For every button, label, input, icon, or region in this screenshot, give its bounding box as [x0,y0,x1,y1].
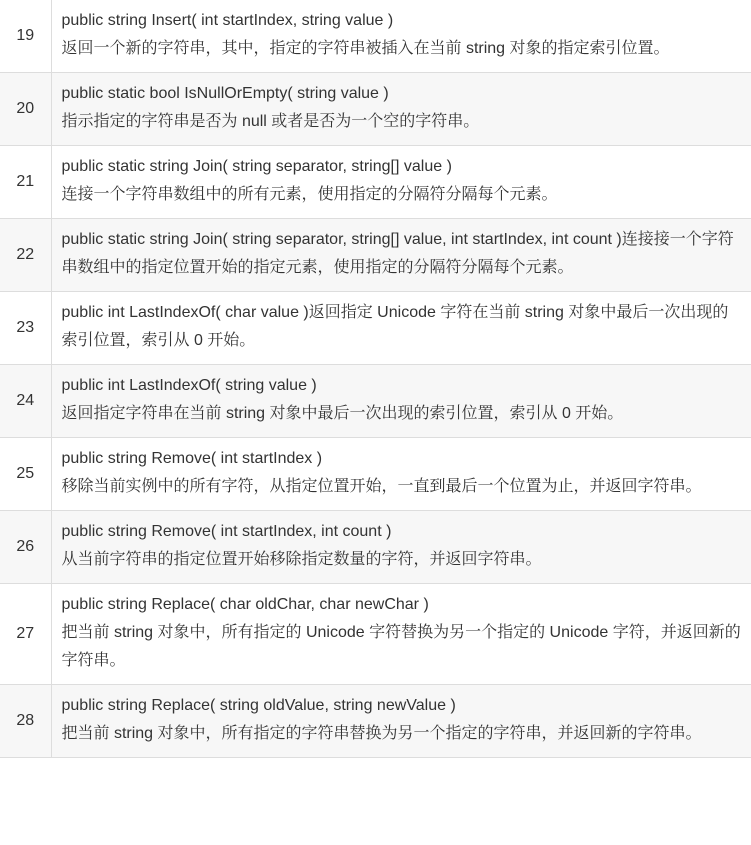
row-number: 20 [0,73,51,146]
row-number: 21 [0,146,51,219]
method-description: 指示指定的字符串是否为 null 或者是否为一个空的字符串。 [61,113,480,130]
method-signature: public string Remove( int startIndex, int count ) [61,523,392,540]
row-description [51,685,751,758]
row-description [51,73,751,146]
table-row [0,365,751,438]
table-row [0,584,751,685]
method-signature: public int LastIndexOf( char value )返回指定 Unicode 字符在当前 string 对象中最后一次出现的索引位置，索引从 0 开始。 [61,304,729,349]
method-signature: public string Replace( char oldChar, char newChar ) [61,596,429,613]
row-description [51,146,751,219]
method-description: 把当前 string 对象中，所有指定的字符串替换为另一个指定的字符串，并返回新的字符串。 [61,725,702,742]
method-signature: public int LastIndexOf( string value ) [61,377,317,394]
method-signature: public string Remove( int startIndex ) [61,450,323,467]
table-row [0,0,751,73]
table-row [0,73,751,146]
row-description [51,0,751,73]
row-number: 25 [0,438,51,511]
method-description: 从当前字符串的指定位置开始移除指定数量的字符，并返回字符串。 [61,551,542,568]
table-row [0,438,751,511]
method-description: 返回一个新的字符串，其中，指定的字符串被插入在当前 string 对象的指定索引位置。 [61,40,670,57]
row-description [51,219,751,292]
row-number: 19 [0,0,51,73]
method-signature: public static string Join( string separator, string[] value ) [61,158,452,175]
row-number: 27 [0,584,51,685]
row-number: 26 [0,511,51,584]
row-description [51,438,751,511]
row-number: 28 [0,685,51,758]
row-description [51,584,751,685]
table-row [0,146,751,219]
method-description: 连接一个字符串数组中的所有元素，使用指定的分隔符分隔每个元素。 [61,186,558,203]
row-number: 23 [0,292,51,365]
table-row [0,685,751,758]
row-number: 24 [0,365,51,438]
method-description: 移除当前实例中的所有字符，从指定位置开始，一直到最后一个位置为止，并返回字符串。 [61,478,702,495]
row-description [51,292,751,365]
method-signature: public static bool IsNullOrEmpty( string value ) [61,85,389,102]
row-description [51,511,751,584]
row-number: 22 [0,219,51,292]
method-signature: public string Insert( int startIndex, string value ) [61,12,394,29]
method-description: 把当前 string 对象中，所有指定的 Unicode 字符替换为另一个指定的 Unicode 字符，并返回新的字符串。 [61,624,741,669]
method-description: 返回指定字符串在当前 string 对象中最后一次出现的索引位置，索引从 0 开始。 [61,405,624,422]
method-signature: public static string Join( string separator, string[] value, int startIndex, int count )连接接一个字符串数组中的指定位置开始的指定元素，使用指定的分隔符分隔每个元素。 [61,231,734,276]
table-row [0,219,751,292]
row-description [51,365,751,438]
table-row [0,292,751,365]
method-signature: public string Replace( string oldValue, string newValue ) [61,697,456,714]
table-row [0,511,751,584]
